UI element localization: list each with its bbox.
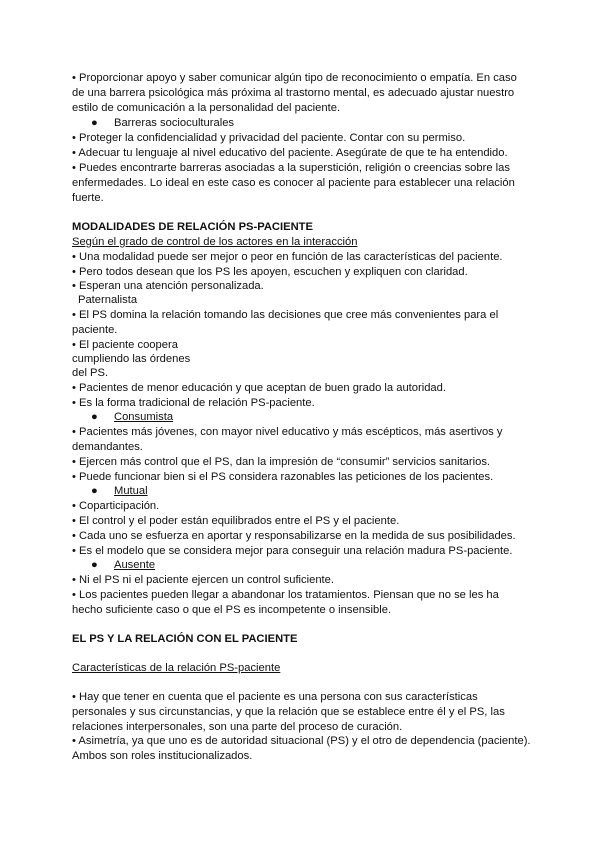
paragraph-line: • Hay que tener en cuenta que el paciente es una persona con sus características [72, 691, 478, 703]
subheading: Según el grado de control de los actores en la interacción [72, 236, 358, 248]
section-heading: EL PS Y LA RELACIÓN CON EL PACIENTE [72, 633, 298, 645]
paragraph-line: paciente. [72, 324, 118, 336]
paragraph-line: • Proporcionar apoyo y saber comunicar algún tipo de reconocimiento o empatía. En caso [72, 72, 517, 84]
paragraph-line: • Una modalidad puede ser mejor o peor en función de las características del paciente. [72, 251, 503, 263]
subsection-label: Mutual [114, 485, 148, 497]
paragraph-line: fuerte. [72, 192, 104, 204]
paragraph-line: cumpliendo las órdenes [72, 353, 191, 365]
paragraph-line: • Esperan una atención personalizada. [72, 280, 264, 292]
paragraph-line: • Es la forma tradicional de relación PS-paciente. [72, 397, 315, 409]
subsection-label: Barreras socioculturales [114, 117, 235, 129]
paragraph-line: relaciones interpersonales, son una parte del proceso de curación. [72, 721, 403, 733]
paragraph-line: • Ni el PS ni el paciente ejercen un control suficiente. [72, 574, 334, 586]
paragraph-line: personales y sus circunstancias, y que la relación que se establece entre él y el PS, las [72, 706, 505, 718]
paragraph-line: • Coparticipación. [72, 500, 160, 512]
paragraph-line: • Pacientes más jóvenes, con mayor nivel educativo y más escépticos, más asertivos y [72, 426, 503, 438]
paragraph-line: • Puede funcionar bien si el PS considera razonables las peticiones de los pacientes. [72, 471, 494, 483]
paragraph-line: • Adecuar tu lenguaje al nivel educativo del paciente. Asegúrate de que te ha entendido. [72, 147, 508, 159]
paragraph-line: • Ejercen más control que el PS, dan la impresión de “consumir” servicios sanitarios. [72, 456, 491, 468]
bullet-marker: ● [91, 559, 98, 571]
paragraph-line: • El control y el poder están equilibrados entre el PS y el paciente. [72, 515, 400, 527]
paragraph-line: • Es el modelo que se considera mejor para conseguir una relación madura PS-paciente. [72, 545, 513, 557]
subsection-label: Paternalista [78, 294, 138, 306]
paragraph-line: • El PS domina la relación tomando las decisiones que cree más convenientes para el [72, 309, 499, 321]
paragraph-line: • El paciente coopera [72, 339, 178, 351]
paragraph-line: • Proteger la confidencialidad y privacidad del paciente. Contar con su permiso. [72, 132, 466, 144]
section-heading: MODALIDADES DE RELACIÓN PS-PACIENTE [72, 221, 313, 233]
paragraph-line: de una barrera psicológica más próxima al trastorno mental, es adecuado ajustar nuestro [72, 87, 515, 99]
paragraph-line: • Pacientes de menor educación y que aceptan de buen grado la autoridad. [72, 382, 446, 394]
paragraph-line: hecho suficiente caso o que el PS es incompetente o insensible. [72, 604, 392, 616]
paragraph-line: • Pero todos desean que los PS les apoyen, escuchen y expliquen con claridad. [72, 266, 468, 278]
paragraph-line: • Los pacientes pueden llegar a abandonar los tratamientos. Piensan que no se les ha [72, 589, 499, 601]
subheading: Características de la relación PS-paciente [72, 662, 281, 674]
bullet-marker: ● [91, 411, 98, 423]
paragraph-line: Ambos son roles institucionalizados. [72, 750, 253, 762]
paragraph-line: • Puedes encontrarte barreras asociadas a la superstición, religión o creencias sobre las [72, 162, 510, 174]
paragraph-line: estilo de comunicación a la personalidad del paciente. [72, 102, 341, 114]
paragraph-line: demandantes. [72, 441, 143, 453]
subsection-label: Ausente [114, 559, 156, 571]
paragraph-line: del PS. [72, 367, 109, 379]
paragraph-line: enfermedades. Lo ideal en este caso es conocer al paciente para establecer una relación [72, 177, 515, 189]
paragraph-line: • Asimetría, ya que uno es de autoridad situacional (PS) y el otro de dependencia (paciente). [72, 735, 531, 747]
bullet-marker: ● [91, 117, 98, 129]
paragraph-line: • Cada uno se esfuerza en aportar y responsabilizarse en la medida de sus posibilidades. [72, 530, 516, 542]
bullet-marker: ● [91, 485, 98, 497]
subsection-label: Consumista [114, 411, 174, 423]
